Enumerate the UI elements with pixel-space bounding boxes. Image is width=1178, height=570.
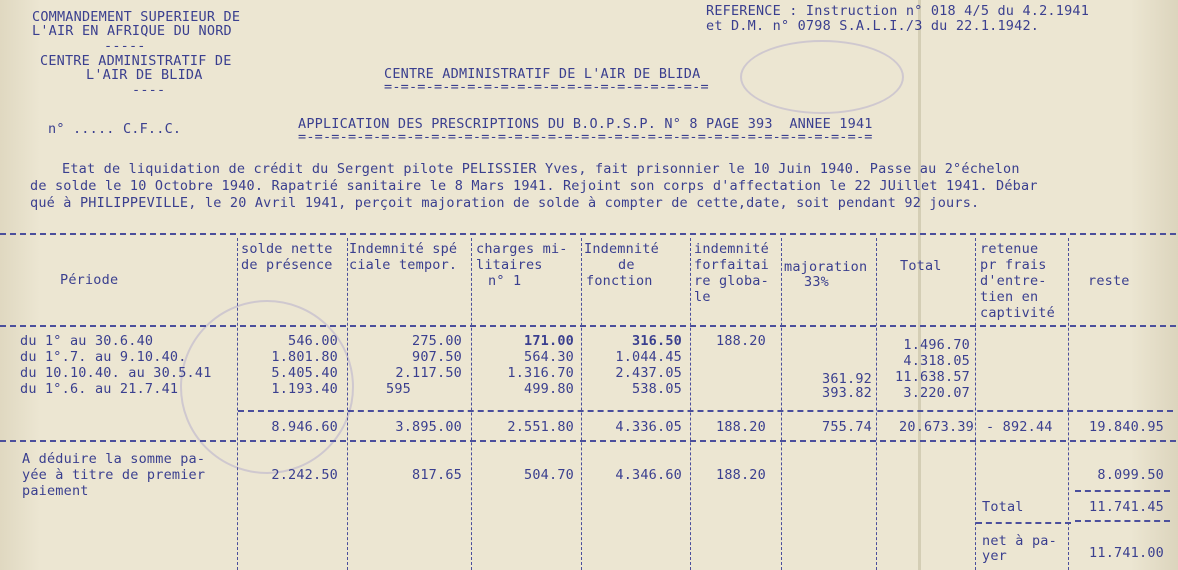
- row-4-fonction: 538.05: [632, 381, 682, 397]
- header-solde-1: solde nette: [241, 241, 333, 257]
- net-value: 11.741.00: [1089, 545, 1164, 561]
- command-line-2: L'AIR EN AFRIQUE DU NORD: [32, 23, 232, 39]
- row-4-charges: 499.80: [524, 381, 574, 397]
- header-retenue-2: pr frais: [980, 257, 1047, 273]
- table-totals-rule: [0, 440, 1176, 442]
- row-3-periode: du 10.10.40. au 30.5.41: [20, 365, 212, 381]
- col-rule: [347, 238, 348, 570]
- row-1-forf: 188.20: [716, 333, 766, 349]
- total-rule: [976, 522, 1071, 524]
- col-rule: [471, 238, 472, 570]
- row-2-spec: 907.50: [412, 349, 462, 365]
- reste-rule: [1075, 490, 1170, 492]
- header-total: Total: [900, 258, 942, 274]
- row-1-fonction: 316.50: [632, 333, 682, 349]
- deduction-label-3: paiement: [22, 483, 89, 499]
- centre-title-underline: =-=-=-=-=-=-=-=-=-=-=-=-=-=-=-=-=-=-=-=: [384, 79, 709, 95]
- totals-fonction: 4.336.05: [615, 419, 682, 435]
- paragraph-line-3: qué à PHILIPPEVILLE, le 20 Avril 1941, perçoit majoration de solde à compter de cette,date, soit pendant 92 jours.: [30, 195, 980, 211]
- row-3-solde: 5.405.40: [271, 365, 338, 381]
- header-retenue-3: d'entre-: [980, 273, 1047, 289]
- faded-stamp-top: [740, 40, 904, 114]
- row-2-solde: 1.801.80: [271, 349, 338, 365]
- header-charges-3: n° 1: [488, 273, 522, 289]
- table-subtotal-rule: [238, 410, 1173, 412]
- deduction-fonction: 4.346.60: [615, 467, 682, 483]
- header-fonction-2: de: [618, 257, 635, 273]
- totals-solde: 8.946.60: [271, 419, 338, 435]
- centre-line-1: CENTRE ADMINISTRATIF DE: [40, 53, 232, 69]
- header-forf-4: le: [694, 289, 711, 305]
- net-label-2: yer: [982, 548, 1007, 564]
- totals-forf: 188.20: [716, 419, 766, 435]
- header-charges-1: charges mi-: [476, 241, 568, 257]
- paper-fold: [918, 0, 921, 570]
- row-1-solde: 546.00: [288, 333, 338, 349]
- col-rule: [1068, 238, 1069, 570]
- totals-major: 755.74: [822, 419, 872, 435]
- deduction-label-1: A déduire la somme pa-: [22, 451, 206, 467]
- row-3-fonction: 2.437.05: [615, 365, 682, 381]
- header-forf-2: forfaitai: [694, 257, 769, 273]
- document-number: n° ..... C.F..C.: [48, 121, 182, 137]
- reference-line-1: REFERENCE : Instruction n° 018 4/5 du 4.2.1941: [706, 3, 1090, 19]
- row-1-charges: 171.00: [524, 333, 574, 349]
- row-4-periode: du 1°.6. au 21.7.41: [20, 381, 179, 397]
- header-retenue-1: retenue: [980, 241, 1039, 257]
- deduction-forf: 188.20: [716, 467, 766, 483]
- centre-line-2: L'AIR DE BLIDA: [86, 67, 203, 83]
- header-forf-1: indemnité: [694, 241, 769, 257]
- application-underline: =-=-=-=-=-=-=-=-=-=-=-=-=-=-=-=-=-=-=-=-=-=-=-=-=-=-=-=-=-=-=-=-=-=-=: [298, 129, 873, 145]
- application-title: APPLICATION DES PRESCRIPTIONS DU B.O.P.S.P. N° 8 PAGE 393 ANNEE 1941: [298, 116, 873, 132]
- centre-underline: ----: [132, 82, 166, 98]
- header-fonction-1: Indemnité: [584, 241, 659, 257]
- header-spec-2: ciale tempor.: [349, 257, 458, 273]
- totals-total: 20.673.39: [899, 419, 974, 435]
- row-3-total: 11.638.57: [895, 369, 970, 385]
- header-major-1: majoration: [784, 259, 868, 275]
- row-1-total: 1.496.70: [903, 337, 970, 353]
- row-3-major: 361.92: [822, 371, 872, 387]
- final-total-value: 11.741.45: [1089, 499, 1164, 515]
- header-forf-3: re globa-: [694, 273, 769, 289]
- totals-retenue: - 892.44: [986, 419, 1053, 435]
- col-rule: [690, 238, 691, 570]
- row-3-spec: 2.117.50: [395, 365, 462, 381]
- header-spec-1: Indemnité spé: [349, 241, 458, 257]
- totals-reste: 19.840.95: [1089, 419, 1164, 435]
- totals-spec: 3.895.00: [395, 419, 462, 435]
- reste-rule-2: [1075, 520, 1170, 522]
- row-4-major: 393.82: [822, 385, 872, 401]
- col-rule: [237, 238, 238, 570]
- row-2-periode: du 1°.7. au 9.10.40.: [20, 349, 187, 365]
- header-charges-2: litaires: [476, 257, 543, 273]
- final-total-label: Total: [982, 499, 1024, 515]
- row-2-fonction: 1.044.45: [615, 349, 682, 365]
- deduction-label-2: yée à titre de premier: [22, 467, 206, 483]
- header-major-2: 33%: [804, 274, 829, 290]
- row-2-total: 4.318.05: [903, 353, 970, 369]
- deduction-solde: 2.242.50: [271, 467, 338, 483]
- row-4-spec: 595: [386, 381, 411, 397]
- row-3-charges: 1.316.70: [507, 365, 574, 381]
- header-fonction-3: fonction: [586, 273, 653, 289]
- table-top-rule: [0, 233, 1176, 235]
- header-retenue-5: captivité: [980, 305, 1055, 321]
- net-label-1: net à pa-: [982, 533, 1057, 549]
- row-1-spec: 275.00: [412, 333, 462, 349]
- col-rule: [876, 238, 877, 570]
- col-rule: [581, 238, 582, 570]
- command-line-1: COMMANDEMENT SUPERIEUR DE: [32, 9, 241, 25]
- totals-charges: 2.551.80: [507, 419, 574, 435]
- header-periode: Période: [60, 272, 119, 288]
- deduction-reste: 8.099.50: [1097, 467, 1164, 483]
- reference-line-2: et D.M. n° 0798 S.A.L.I./3 du 22.1.1942.: [706, 18, 1040, 34]
- paragraph-line-1: Etat de liquidation de crédit du Sergent pilote PELISSIER Yves, fait prisonnier le 10 Juin 1940. Passe au 2°échelon: [62, 161, 1020, 177]
- deduction-spec: 817.65: [412, 467, 462, 483]
- row-4-solde: 1.193.40: [271, 381, 338, 397]
- centre-title: CENTRE ADMINISTRATIF DE L'AIR DE BLIDA: [384, 66, 701, 82]
- row-2-charges: 564.30: [524, 349, 574, 365]
- col-rule: [975, 238, 976, 570]
- table-header-rule: [0, 325, 1176, 327]
- header-underline: -----: [104, 38, 146, 54]
- header-reste: reste: [1088, 273, 1130, 289]
- col-rule: [781, 238, 782, 570]
- row-1-periode: du 1° au 30.6.40: [20, 333, 154, 349]
- row-4-total: 3.220.07: [903, 385, 970, 401]
- paragraph-line-2: de solde le 10 Octobre 1940. Rapatrié sanitaire le 8 Mars 1941. Rejoint son corps d'affectation le 22 JUillet 1941. Débar: [30, 178, 1038, 194]
- header-retenue-4: tien en: [980, 289, 1039, 305]
- deduction-charges: 504.70: [524, 467, 574, 483]
- header-solde-2: de présence: [241, 257, 333, 273]
